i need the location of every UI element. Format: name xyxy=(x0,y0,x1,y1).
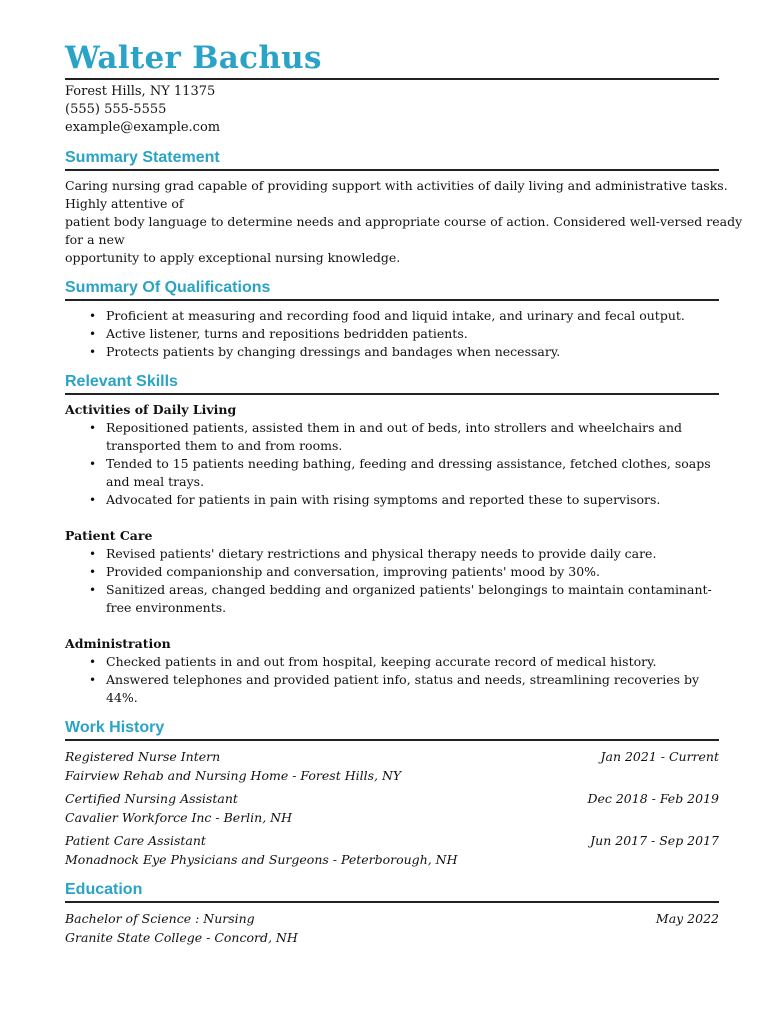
contact-address: Forest Hills, NY 11375 xyxy=(65,84,216,99)
education-degree: Bachelor of Science : Nursing xyxy=(65,911,255,926)
job-header xyxy=(65,831,719,850)
job-position: Registered Nurse Intern xyxy=(65,749,221,764)
list-item: • Provided companionship and conversation, improving patients' mood by 30%. xyxy=(65,563,719,581)
job-employer-text: Monadnock Eye Physicians and Surgeons - Peterborough, NH xyxy=(65,852,458,867)
job-entry xyxy=(65,831,719,869)
education-school-text: Granite State College - Concord, NH xyxy=(65,930,298,945)
list-item: • Answered telephones and provided patient info, status and needs, streamlining recoveries by 44%. xyxy=(65,671,719,707)
job-employer xyxy=(65,766,719,785)
skill-group-daily-living xyxy=(65,401,719,509)
job-position: Patient Care Assistant xyxy=(65,833,206,848)
job-position: Certified Nursing Assistant xyxy=(65,791,238,806)
job-employer-text: Fairview Rehab and Nursing Home - Forest Hills, NY xyxy=(65,768,402,783)
summary-line: patient body language to determine needs and appropriate course of action. Considered well-versed ready xyxy=(65,214,743,229)
skill-list xyxy=(65,653,719,707)
job-header xyxy=(65,789,719,808)
contact-info xyxy=(65,83,719,137)
section-title-qualifications: Summary Of Qualifications xyxy=(65,279,271,296)
section-title-summary: Summary Statement xyxy=(65,149,220,166)
education-entry xyxy=(65,909,719,947)
summary-line: opportunity to apply exceptional nursing knowledge. xyxy=(65,250,401,265)
section-rule xyxy=(65,169,719,171)
skill-group-administration xyxy=(65,635,719,707)
skill-list xyxy=(65,545,719,617)
section-rule xyxy=(65,739,719,741)
skill-group-title: Administration xyxy=(65,636,171,651)
skill-group-title: Activities of Daily Living xyxy=(65,402,237,417)
contact-email: example@example.com xyxy=(65,120,221,135)
education-date: May 2022 xyxy=(655,911,719,926)
section-title-work-history: Work History xyxy=(65,719,165,736)
job-employer-text: Cavalier Workforce Inc - Berlin, NH xyxy=(65,810,292,825)
skill-list xyxy=(65,419,719,509)
job-dates: Jun 2017 - Sep 2017 xyxy=(590,833,719,848)
section-rule xyxy=(65,901,719,903)
job-employer xyxy=(65,808,719,827)
resume-content xyxy=(65,38,743,947)
candidate-name: Walter Bachus xyxy=(65,40,322,76)
section-title-education: Education xyxy=(65,881,143,898)
contact-phone: (555) 555-5555 xyxy=(65,102,167,117)
list-item: • Repositioned patients, assisted them in and out of beds, into strollers and wheelchairs and transported them to and from rooms. xyxy=(65,419,719,455)
summary-line: Caring nursing grad capable of providing support with activities of daily living and administrative tasks. xyxy=(65,178,728,193)
job-header xyxy=(65,747,719,766)
qualifications-list xyxy=(65,307,719,361)
skill-group-title: Patient Care xyxy=(65,528,153,543)
section-rule xyxy=(65,299,719,301)
job-dates: Dec 2018 - Feb 2019 xyxy=(587,791,719,806)
education-header xyxy=(65,909,719,928)
skill-group-patient-care xyxy=(65,527,719,617)
list-item: • Revised patients' dietary restrictions and physical therapy needs to provide daily care. xyxy=(65,545,719,563)
summary-line: Highly attentive of xyxy=(65,196,184,211)
section-title-skills: Relevant Skills xyxy=(65,373,178,390)
list-item: • Protects patients by changing dressings and bandages when necessary. xyxy=(65,343,719,361)
list-item: • Checked patients in and out from hospital, keeping accurate record of medical history. xyxy=(65,653,719,671)
list-item: • Tended to 15 patients needing bathing, feeding and dressing assistance, fetched clothes, soaps and meal trays. xyxy=(65,455,719,491)
list-item: • Proficient at measuring and recording food and liquid intake, and urinary and fecal output. xyxy=(65,307,719,325)
job-entry xyxy=(65,789,719,827)
summary-paragraph xyxy=(65,177,743,267)
job-dates: Jan 2021 - Current xyxy=(600,749,719,764)
job-employer xyxy=(65,850,719,869)
summary-line: for a new xyxy=(65,232,125,247)
list-item: • Advocated for patients in pain with rising symptoms and reported these to supervisors. xyxy=(65,491,719,509)
list-item: • Active listener, turns and repositions bedridden patients. xyxy=(65,325,719,343)
section-rule xyxy=(65,393,719,395)
list-item: • Sanitized areas, changed bedding and organized patients' belongings to maintain contaminant-free environments. xyxy=(65,581,719,617)
header-rule xyxy=(65,78,719,80)
education-school xyxy=(65,928,719,947)
job-entry xyxy=(65,747,719,785)
